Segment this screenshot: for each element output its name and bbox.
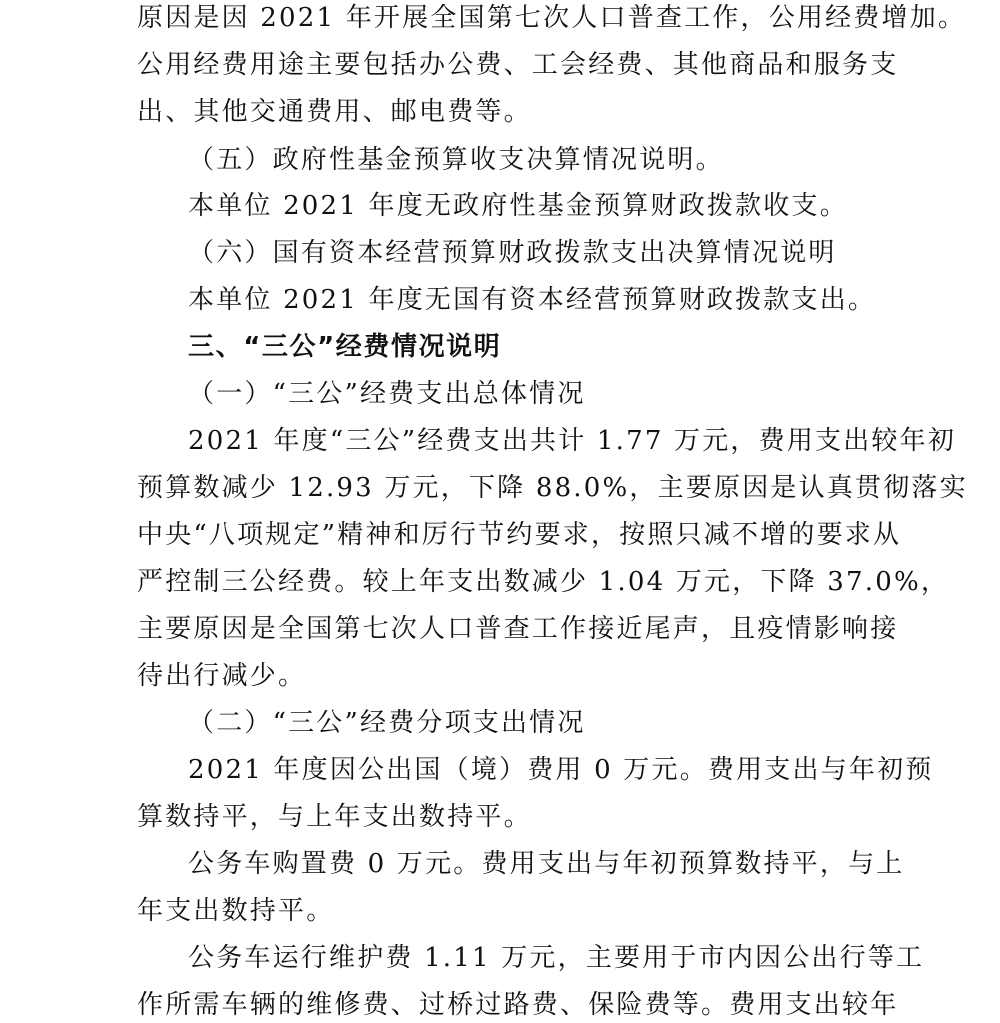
body-text-line: 公用经费用途主要包括办公费、工会经费、其他商品和服务支: [137, 50, 899, 80]
body-text-line: 预算数减少 12.93 万元，下降 88.0%，主要原因是认真贯彻落实: [137, 473, 968, 503]
body-text-line: 公务车运行维护费 1.11 万元，主要用于市内因公出行等工: [188, 943, 925, 973]
body-text-line: 2021 年度“三公”经费支出共计 1.77 万元，费用支出较年初: [188, 426, 957, 456]
body-text-line: 本单位 2021 年度无政府性基金预算财政拨款收支。: [188, 191, 848, 221]
body-text-line: 出、其他交通费用、邮电费等。: [137, 97, 532, 127]
section-heading-5: （五）政府性基金预算收支决算情况说明。: [188, 145, 724, 175]
subsection-heading-1: （一）“三公”经费支出总体情况: [188, 379, 586, 409]
body-text-line: 公务车购置费 0 万元。费用支出与年初预算数持平，与上: [188, 849, 905, 879]
body-text-line: 本单位 2021 年度无国有资本经营预算财政拨款支出。: [188, 285, 877, 315]
body-text-line: 年支出数持平。: [137, 896, 335, 926]
chapter-heading-3: 三、“三公”经费情况说明: [188, 332, 502, 362]
subsection-heading-2: （二）“三公”经费分项支出情况: [188, 708, 586, 738]
body-text-line: 中央“八项规定”精神和厉行节约要求，按照只减不增的要求从: [137, 520, 902, 550]
body-text-line: 算数持平，与上年支出数持平。: [137, 802, 532, 832]
body-text-line: 作所需车辆的维修费、过桥过路费、保险费等。费用支出较年: [137, 990, 899, 1020]
body-text-line: 主要原因是全国第七次人口普查工作接近尾声，且疫情影响接: [137, 614, 899, 644]
body-text-line: 原因是因 2021 年开展全国第七次人口普查工作，公用经费增加。: [137, 3, 967, 33]
body-text-line: 严控制三公经费。较上年支出数减少 1.04 万元，下降 37.0%，: [137, 567, 950, 597]
body-text-line: 2021 年度因公出国（境）费用 0 万元。费用支出与年初预: [188, 755, 934, 785]
body-text-line: 待出行减少。: [137, 661, 307, 691]
section-heading-6: （六）国有资本经营预算财政拨款支出决算情况说明: [188, 238, 837, 268]
